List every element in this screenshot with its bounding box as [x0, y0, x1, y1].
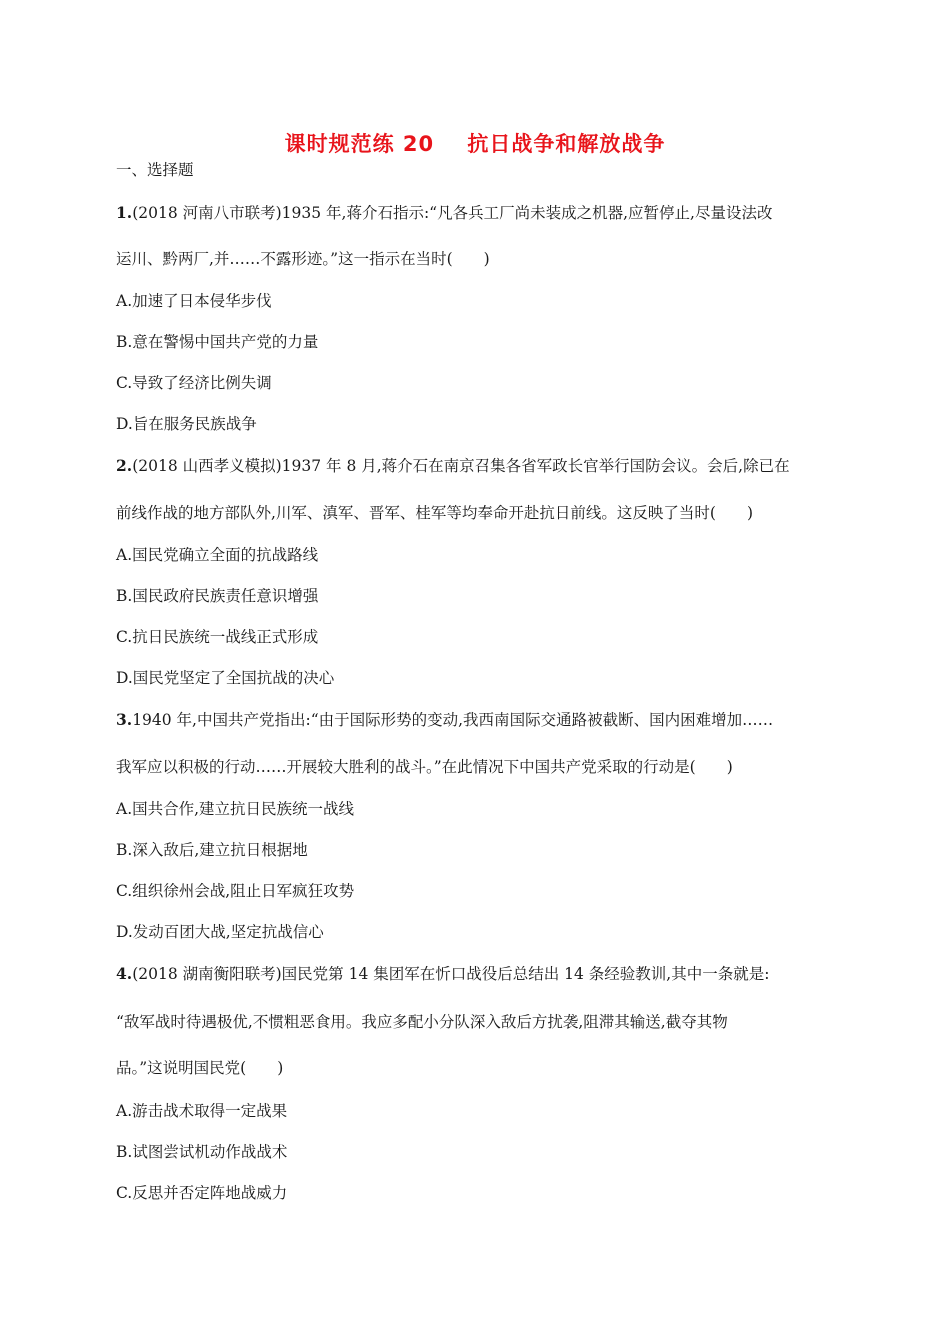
question-2-option-a: A.国民党确立全面的抗战路线: [116, 546, 319, 564]
question-1-option-b: B.意在警惕中国共产党的力量: [116, 333, 319, 351]
question-4-option-c: C.反思并否定阵地战威力: [116, 1184, 288, 1202]
question-number: 4.: [116, 964, 133, 983]
question-2-option-b: B.国民政府民族责任意识增强: [116, 587, 319, 605]
question-4-line-1: [116, 964, 769, 984]
question-4-line-3: 品。”这说明国民党( ): [116, 1059, 284, 1077]
question-text: (2018 河南八市联考)1935 年,蒋介石指示:“凡各兵工厂尚未装成之机器,应暂停止,尽量设法改: [132, 204, 773, 222]
question-3-option-b: B.深入敌后,建立抗日根据地: [116, 841, 308, 859]
question-2-option-c: C.抗日民族统一战线正式形成: [116, 628, 319, 646]
question-4-line-2: “敌军战时待遇极优,不惯粗恶食用。我应多配小分队深入敌后方扰袭,阻滞其输送,截夺其物: [116, 1013, 728, 1031]
question-3-option-a: A.国共合作,建立抗日民族统一战线: [116, 800, 355, 818]
question-number: 3.: [116, 710, 133, 729]
question-text: 1940 年,中国共产党指出:“由于国际形势的变动,我西南国际交通路被截断、国内困难增加……: [132, 711, 774, 729]
question-3-line-1: [116, 710, 773, 730]
question-4-option-b: B.试图尝试机动作战战术: [116, 1143, 288, 1161]
question-1-line-1: [116, 203, 772, 223]
question-3-line-2: 我军应以积极的行动……开展较大胜利的战斗。”在此情况下中国共产党采取的行动是( ): [116, 758, 733, 776]
question-text: (2018 湖南衡阳联考)国民党第 14 集团军在忻口战役后总结出 14 条经验教训,其中一条就是:: [132, 965, 770, 983]
question-1-option-c: C.导致了经济比例失调: [116, 374, 272, 392]
question-2-line-1: [116, 456, 790, 476]
question-4-option-a: A.游击战术取得一定战果: [116, 1102, 288, 1120]
question-1-line-2: 运川、黔两厂,并……不露形迹。”这一指示在当时( ): [116, 250, 490, 268]
question-2-option-d: D.国民党坚定了全国抗战的决心: [116, 669, 335, 687]
question-number: 2.: [116, 456, 133, 475]
question-text: (2018 山西孝义模拟)1937 年 8 月,蒋介石在南京召集各省军政长官举行国防会议。会后,除已在: [132, 457, 790, 475]
question-3-option-d: D.发动百团大战,坚定抗战信心: [116, 923, 324, 941]
page-title: 课时规范练 20 抗日战争和解放战争: [284, 132, 666, 156]
section-heading: 一、选择题: [116, 161, 194, 179]
question-1-option-a: A.加速了日本侵华步伐: [116, 292, 272, 310]
question-3-option-c: C.组织徐州会战,阻止日军疯狂攻势: [116, 882, 355, 900]
question-2-line-2: 前线作战的地方部队外,川军、滇军、晋军、桂军等均奉命开赴抗日前线。这反映了当时( ): [116, 504, 754, 522]
question-1-option-d: D.旨在服务民族战争: [116, 415, 257, 433]
question-number: 1.: [116, 203, 133, 222]
